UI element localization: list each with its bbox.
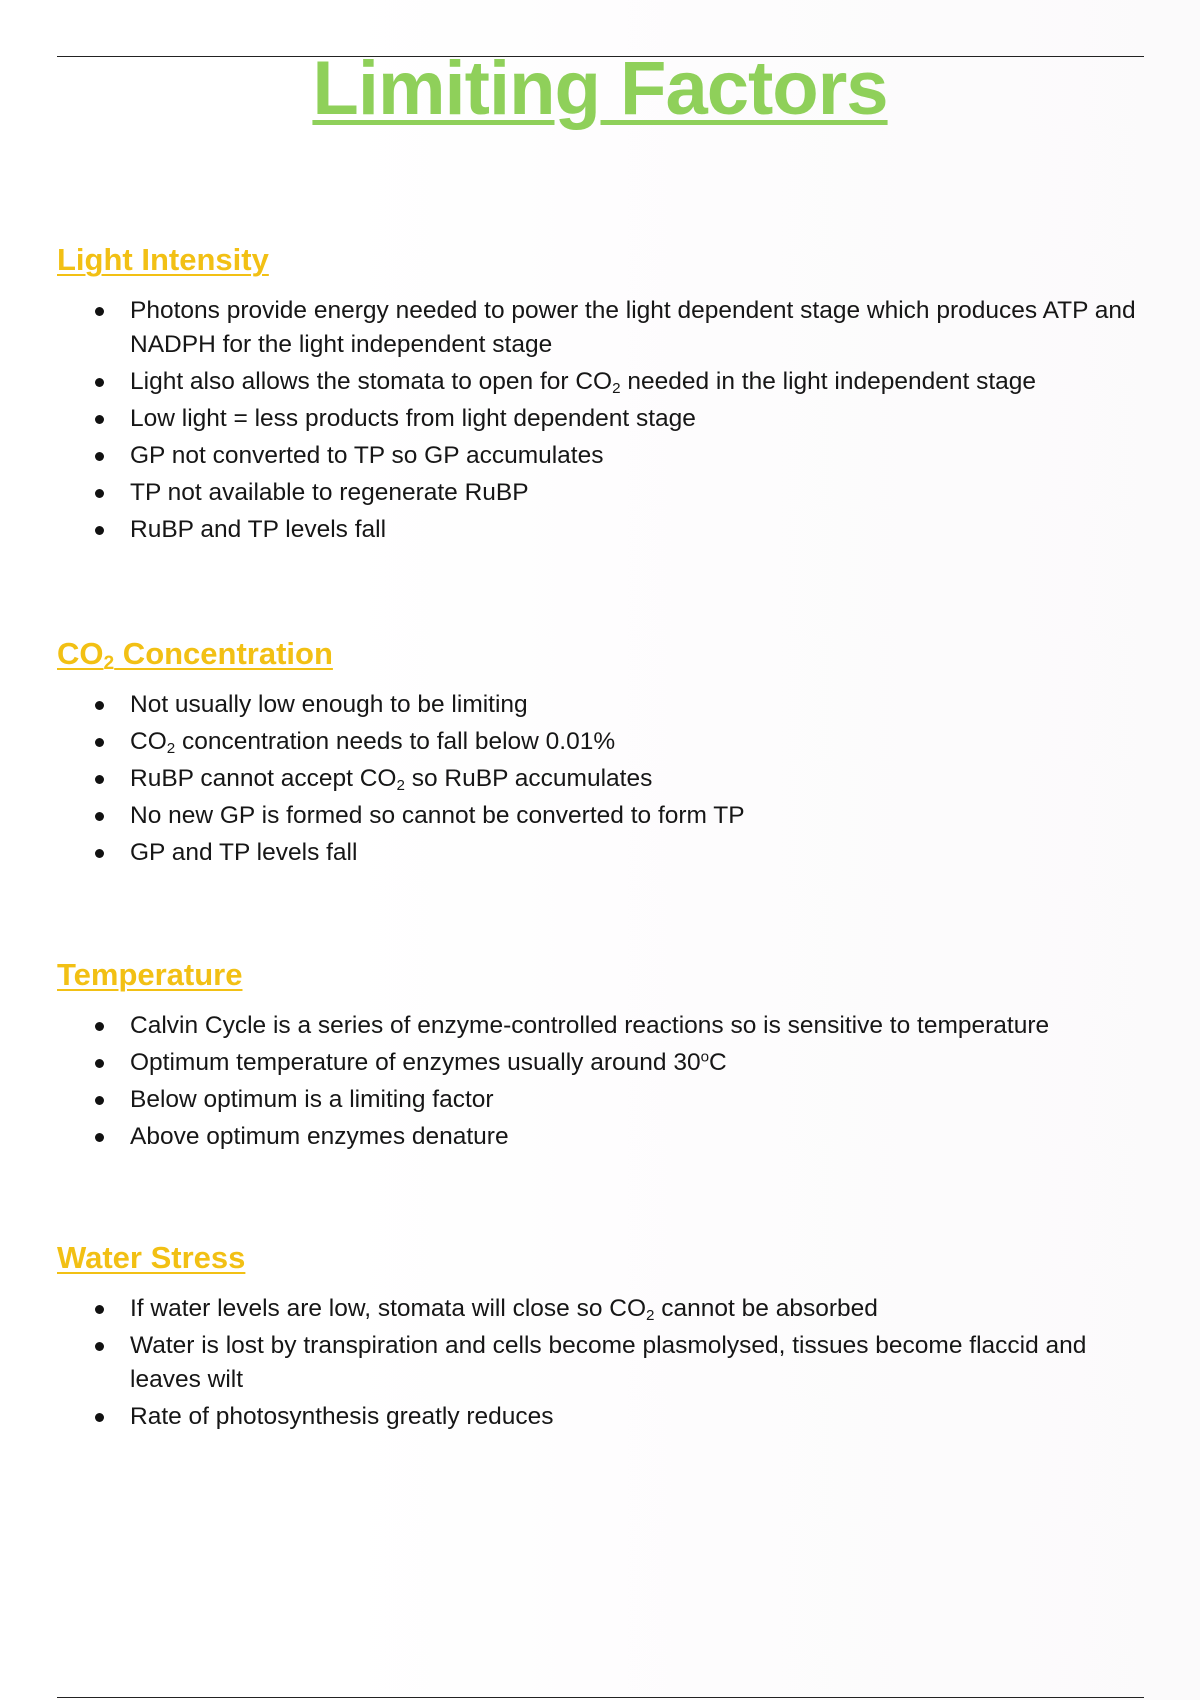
section-light-intensity <box>57 240 1147 550</box>
list-item-text: GP and TP levels fall <box>130 839 358 866</box>
list-item <box>57 439 1147 473</box>
bullet-icon <box>95 812 104 821</box>
list-item-text: Low light = less products from light dependent stage <box>130 405 696 432</box>
bullet-icon <box>95 1413 104 1422</box>
list-item-text: RuBP and TP levels fall <box>130 516 387 543</box>
list-item-text: TP not available to regenerate RuBP <box>130 479 529 506</box>
document-title: Limiting Factors <box>312 46 888 131</box>
list-item-text: Optimum temperature of enzymes usually around 30$^o$C <box>130 1048 727 1076</box>
section-heading: Light Intensity <box>57 242 269 277</box>
bullet-icon <box>95 452 104 461</box>
list-item <box>57 1009 1147 1043</box>
list-item-text: Photons provide energy needed to power the light dependent stage which produces ATP and NADPH for the light independent stage <box>130 297 1136 358</box>
list-item-text: Rate of photosynthesis greatly reduces <box>130 1403 554 1430</box>
bullet-icon <box>95 1059 104 1068</box>
section-heading: Water Stress <box>57 1240 246 1275</box>
list-item <box>57 725 1147 759</box>
section-water-stress <box>57 1238 1147 1437</box>
list-item-text: If water levels are low, stomata will close so $CO_2$ cannot be absorbed <box>130 1295 878 1324</box>
list-item-text: $CO_2$ concentration needs to fall below 0.01% <box>130 728 616 757</box>
list-item <box>57 1083 1147 1117</box>
bullet-icon <box>95 378 104 387</box>
bullet-icon <box>95 1022 104 1031</box>
list-item <box>57 799 1147 833</box>
list-item-text: Water is lost by transpiration and cells become plasmolysed, tissues become flaccid and leaves wilt <box>130 1332 1087 1393</box>
list-item <box>57 1329 1147 1397</box>
bullet-list <box>57 688 1147 870</box>
list-item <box>57 1400 1147 1434</box>
list-item <box>57 762 1147 796</box>
section-temperature <box>57 955 1147 1157</box>
list-item-text: No new GP is formed so cannot be converted to form TP <box>130 802 745 829</box>
list-item <box>57 476 1147 510</box>
list-item <box>57 1120 1147 1154</box>
list-item-text: Calvin Cycle is a series of enzyme-controlled reactions so is sensitive to temperature <box>130 1012 1050 1039</box>
bullet-icon <box>95 738 104 747</box>
list-item <box>57 294 1147 362</box>
list-item <box>57 688 1147 722</box>
list-item-text: GP not converted to TP so GP accumulates <box>130 442 604 469</box>
bullet-icon <box>95 1133 104 1142</box>
list-item <box>57 365 1147 399</box>
bullet-list <box>57 1009 1147 1154</box>
bottom-rule <box>57 1697 1144 1698</box>
bullet-icon <box>95 489 104 498</box>
bullet-icon <box>95 1096 104 1105</box>
list-item-text: Below optimum is a limiting factor <box>130 1086 494 1113</box>
section-heading: Temperature <box>57 957 243 992</box>
section-co2-concentration <box>57 634 1147 873</box>
bullet-icon <box>95 307 104 316</box>
bullet-icon <box>95 1305 104 1314</box>
bullet-icon <box>95 526 104 535</box>
bullet-icon <box>95 1342 104 1351</box>
list-item-text: Light also allows the stomata to open for $CO_2$ needed in the light independent stage <box>130 368 1037 397</box>
bullet-icon <box>95 775 104 784</box>
bullet-list <box>57 294 1147 547</box>
bullet-icon <box>95 849 104 858</box>
list-item <box>57 836 1147 870</box>
bullet-icon <box>95 701 104 710</box>
list-item <box>57 402 1147 436</box>
section-heading: $CO_2$ Concentration <box>57 636 333 674</box>
list-item-text: RuBP cannot accept $CO_2$ so RuBP accumulates <box>130 765 653 794</box>
list-item <box>57 1292 1147 1326</box>
list-item <box>57 513 1147 547</box>
list-item-text: Above optimum enzymes denature <box>130 1123 509 1150</box>
bullet-list <box>57 1292 1147 1434</box>
list-item-text: Not usually low enough to be limiting <box>130 691 528 718</box>
bullet-icon <box>95 415 104 424</box>
list-item <box>57 1046 1147 1080</box>
